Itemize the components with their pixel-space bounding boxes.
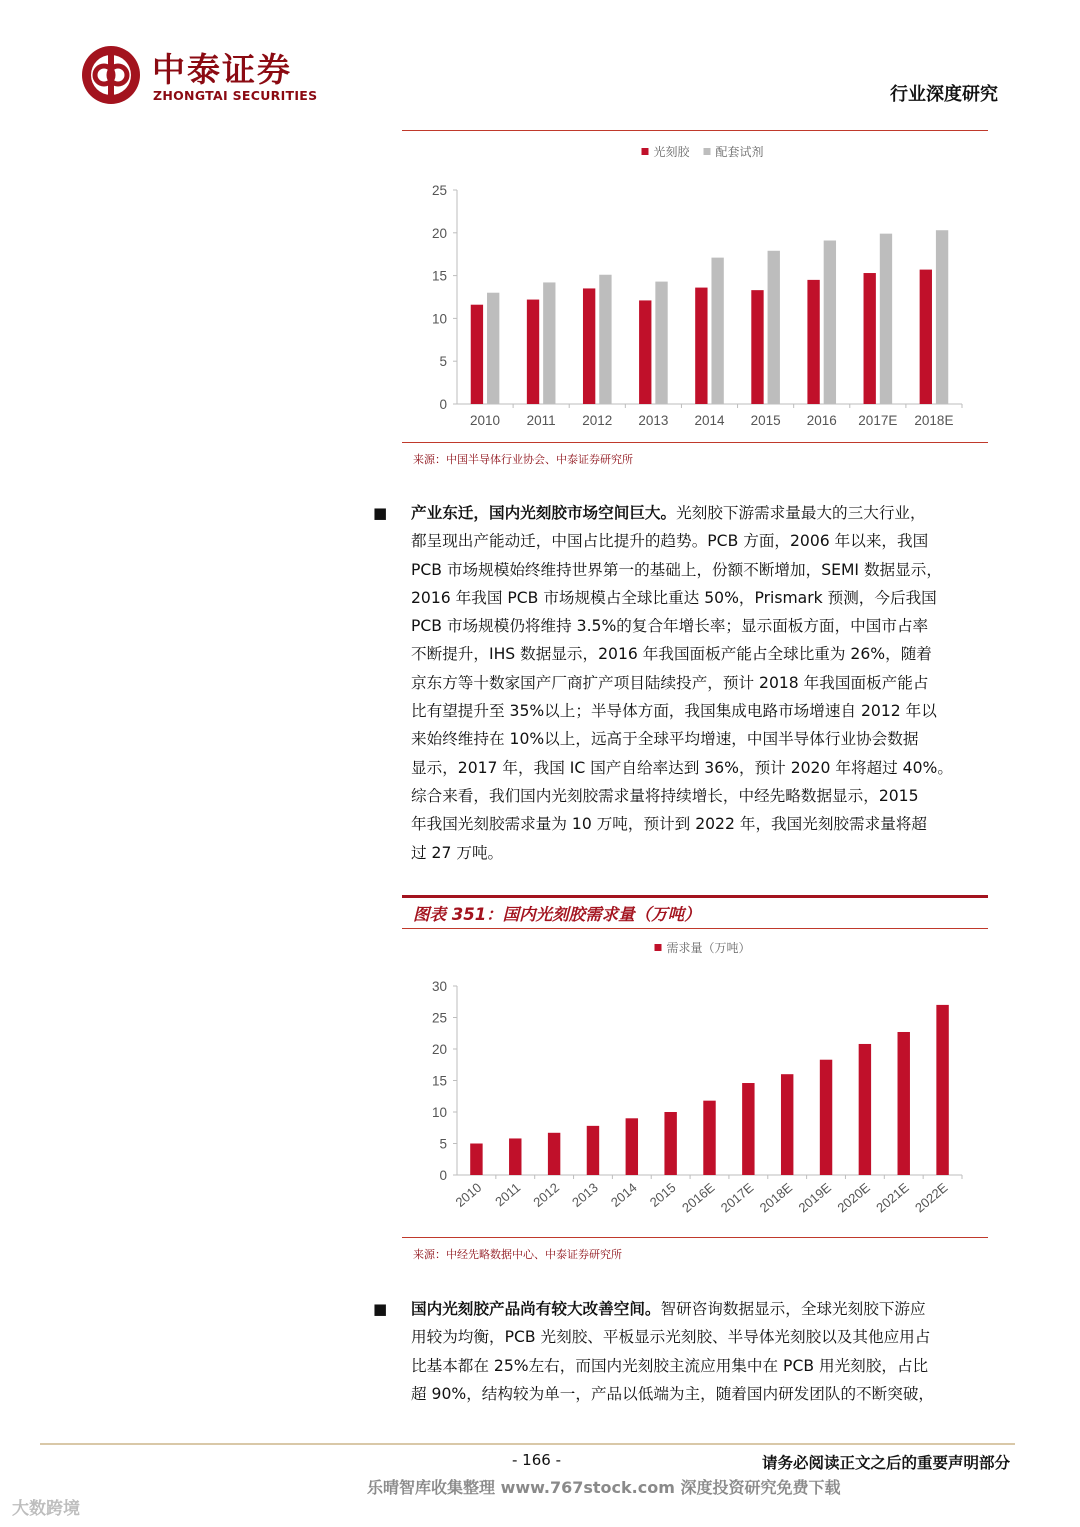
legend-label: 配套试剂 (715, 145, 764, 159)
bar-primary (781, 1074, 793, 1175)
chart2-source: 来源：中经先略数据中心、中泰证券研究所 (413, 1248, 622, 1261)
bar-secondary (655, 282, 667, 404)
x-tick-label: 2013 (569, 1179, 601, 1210)
paragraph-line: 综合来看，我们国内光刻胶需求量将持续增长，中经先略数据显示，2015 (411, 786, 919, 805)
paragraph-line: 京东方等十数家国产厂商扩产项目陆续投产，预计 2018 年我国面板产能占 (411, 673, 929, 692)
x-tick-label: 2014 (607, 1179, 640, 1210)
bar-secondary (487, 293, 499, 404)
bar-primary (548, 1133, 560, 1175)
paragraph-product-improvement (411, 1295, 1001, 1408)
bar-primary (583, 288, 595, 404)
y-tick-label: 25 (431, 183, 447, 198)
y-tick-label: 5 (439, 1136, 447, 1152)
y-tick-label: 25 (431, 1010, 447, 1026)
legend-swatch (655, 944, 662, 951)
legend-label: 光刻胶 (653, 145, 690, 159)
bar-secondary (880, 234, 892, 404)
paragraph-line: 2016 年我国 PCB 市场规模占全球比重达 50%，Prismark 预测，今后我国 (411, 588, 937, 607)
x-tick-label: 2016 (806, 413, 837, 428)
x-tick-label: 2010 (452, 1179, 485, 1210)
paragraph-line: PCB 市场规模仍将维持 3.5%的复合年增长率；显示面板方面，中国市占率 (411, 617, 929, 636)
paragraph-line: 超 90%，结构较为单一，产品以低端为主，随着国内研发团队的不断突破， (411, 1384, 935, 1403)
chart2-demand-bar-chart (402, 934, 988, 1234)
y-tick-label: 0 (439, 397, 447, 412)
bar-primary (920, 270, 932, 404)
bar-primary (751, 290, 763, 404)
x-tick-label: 2012 (582, 413, 613, 428)
paragraph-line: 都呈现出产能动迁，中国占比提升的趋势。PCB 方面，2006 年以来，我国 (411, 532, 929, 551)
y-tick-label: 10 (431, 311, 447, 327)
y-tick-label: 20 (431, 1042, 447, 1057)
bar-primary (807, 280, 819, 404)
chart1-photoresist-reagent-bar-chart (402, 138, 988, 438)
x-tick-label: 2017E (858, 413, 898, 428)
bar-primary (859, 1044, 871, 1175)
bar-primary (639, 300, 651, 404)
x-tick-label: 2015 (750, 413, 781, 428)
paragraph-line: 比基本都在 25%左右，而国内光刻胶主流应用集中在 PCB 用光刻胶，占比 (411, 1356, 929, 1375)
bar-primary (587, 1126, 599, 1175)
paragraph-lead: 国内光刻胶产品尚有较大改善空间。 (411, 1300, 661, 1318)
bar-secondary (543, 282, 555, 404)
y-tick-label: 15 (431, 1073, 447, 1089)
x-tick-label: 2018E (914, 413, 954, 428)
x-tick-label: 2017E (717, 1179, 757, 1216)
bar-primary (864, 273, 876, 404)
bar-primary (527, 300, 539, 404)
bar-primary (470, 1144, 482, 1176)
brand-name-en: ZHONGTAI SECURITIES (153, 88, 318, 103)
bullet-icon: ■ (373, 1300, 388, 1318)
bar-primary (703, 1101, 715, 1175)
footer-rule (40, 1443, 1015, 1445)
bar-primary (742, 1083, 754, 1175)
disclaimer-note: 请务必阅读正文之后的重要声明部分 (761, 1454, 1010, 1472)
x-tick-label: 2021E (873, 1179, 912, 1216)
x-tick-label: 2018E (756, 1179, 796, 1216)
paragraph-lead: 产业东迁，国内光刻胶市场空间巨大。 (411, 504, 677, 522)
paragraph-industry-shift (411, 499, 1001, 867)
paragraph-line: 比有望提升至 35%以上；半导体方面，我国集成电路市场增速自 2012 年以 (411, 702, 937, 721)
bar-primary (936, 1005, 948, 1175)
bullet-icon: ■ (373, 504, 388, 522)
bar-secondary (768, 251, 780, 404)
x-tick-label: 2014 (694, 413, 725, 428)
paragraph-line: 过 27 万吨。 (411, 843, 504, 862)
company-logo-icon (80, 44, 142, 106)
chart2-title-top-rule (402, 895, 988, 898)
y-tick-label: 10 (431, 1105, 447, 1120)
chart1-top-rule (402, 130, 988, 131)
bar-primary (626, 1118, 638, 1175)
watermark-brand-text: 大数跨境 (12, 1499, 80, 1519)
bar-primary (820, 1060, 832, 1175)
brand-name-cn: 中泰证券 (152, 50, 292, 89)
chart1-bottom-rule (402, 442, 988, 443)
legend-label: 需求量（万吨） (666, 941, 751, 955)
x-tick-label: 2011 (492, 1179, 524, 1210)
x-tick-label: 2011 (526, 413, 556, 428)
chart2-title: 图表 351：国内光刻胶需求量（万吨） (413, 905, 701, 924)
x-tick-label: 2012 (530, 1179, 563, 1210)
report-type-label: 行业深度研究 (890, 84, 998, 105)
bar-primary (695, 288, 707, 404)
chart1-source: 来源：中国半导体行业协会、中泰证券研究所 (413, 453, 633, 466)
bar-secondary (824, 241, 836, 404)
page-number: - 166 - (512, 1451, 561, 1469)
paragraph-line: 年我国光刻胶需求量为 10 万吨，预计到 2022 年，我国光刻胶需求量将超 (411, 815, 927, 834)
bar-primary (509, 1138, 521, 1175)
bar-primary (664, 1112, 676, 1175)
bar-secondary (936, 230, 948, 404)
bar-primary (898, 1032, 910, 1175)
chart2-bottom-rule (402, 1237, 988, 1238)
paragraph-line: 用较为均衡，PCB 光刻胶、平板显示光刻胶、半导体光刻胶以及其他应用占 (411, 1328, 931, 1347)
bar-secondary (599, 275, 611, 404)
bar-primary (471, 305, 483, 404)
y-tick-label: 0 (439, 1168, 447, 1183)
x-tick-label: 2020E (834, 1179, 873, 1216)
legend-swatch (642, 148, 649, 155)
y-tick-label: 30 (431, 979, 447, 994)
paragraph-line: 国内光刻胶产品尚有较大改善空间。智研咨询数据显示，全球光刻胶下游应 (411, 1300, 926, 1318)
x-tick-label: 2013 (638, 413, 669, 428)
paragraph-line: 产业东迁，国内光刻胶市场空间巨大。光刻胶下游需求量最大的三大行业， (411, 504, 926, 522)
y-tick-label: 15 (431, 268, 447, 284)
paragraph-line: 不断提升，IHS 数据显示，2016 年我国面板产能占全球比重为 26%，随着 (411, 645, 932, 664)
paragraph-line: 来始终维持在 10%以上，远高于全球平均增速，中国半导体行业协会数据 (411, 730, 919, 749)
x-tick-label: 2022E (912, 1179, 951, 1216)
x-tick-label: 2015 (646, 1179, 679, 1210)
x-tick-label: 2016E (678, 1179, 718, 1216)
paragraph-line: PCB 市场规模始终维持世界第一的基础上，份额不断增加，SEMI 数据显示， (411, 560, 942, 579)
legend-swatch (704, 148, 711, 155)
x-tick-label: 2010 (470, 413, 501, 428)
watermark-site-text: 乐晴智库收集整理 www.767stock.com 深度投资研究免费下载 (367, 1478, 841, 1497)
bar-secondary (711, 258, 723, 404)
y-tick-label: 5 (439, 354, 447, 370)
y-tick-label: 20 (431, 225, 447, 241)
paragraph-line: 显示，2017 年，我国 IC 国产自给率达到 36%，预计 2020 年将超过 40%。 (411, 758, 953, 777)
chart2-title-bottom-rule (402, 928, 988, 929)
x-tick-label: 2019E (795, 1179, 834, 1216)
